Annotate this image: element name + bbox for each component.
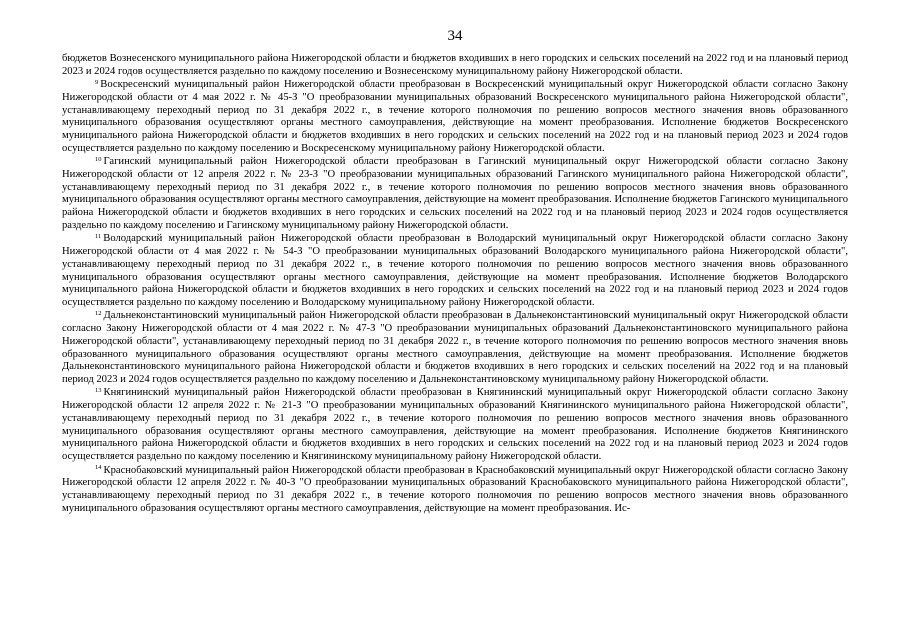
- footnote-14: [62, 465, 848, 516]
- footnote-marker: 11: [95, 232, 102, 240]
- footnote-marker: 14: [95, 464, 102, 472]
- footnote-9: [62, 79, 848, 156]
- paragraph-text: Воскресенский муниципальный район Нижегородской области преобразован в Воскресенский муниципальный округ Нижегородской области согласно Закону Нижегородской области от 4 мая 2022 г. № 45-З "О преобразовании муниципальных образований Воскресенского муниципального района Нижегородской области", устанавливающему переходный период по 31 декабря 2022 г., в течение которого полномочия по решению вопросов местного значения вновь образованного муниципального образования осуществляют органы местного самоуправления, действующие на момент преобразования. Исполнение бюджетов Воскресенского муниципального района Нижегородской области и бюджетов входивших в него городских и сельских поселений на 2022 год и на плановый период 2023 и 2024 годов осуществляется раздельно по каждому поселению и Воскресенскому муниципальному району Нижегородской области.: [62, 79, 848, 154]
- paragraph-text: Гагинский муниципальный район Нижегородской области преобразован в Гагинский муниципальный округ Нижегородской области согласно Закону Нижегородской области от 12 апреля 2022 г. № 23-З "О преобразовании муниципальных образований Гагинского муниципального района Нижегородской области", устанавливающему переходный период по 31 декабря 2022 г., в течение которого полномочия по решению вопросов местного значения вновь образованного муниципального образования осуществляют органы местного самоуправления, действующие на момент преобразования. Исполнение бюджетов Гагинского муниципального района Нижегородской области и бюджетов входивших в него городских и сельских поселений на 2022 год и на плановый период 2023 и 2024 годов осуществляется раздельно по каждому поселению и Гагинскому муниципальному району Нижегородской области.: [62, 156, 848, 231]
- paragraph-text: Дальнеконстантиновский муниципальный район Нижегородской области преобразован в Дальнеконстантиновский муниципальный округ Нижегородской области согласно Закону Нижегородской области от 4 мая 2022 г. № 47-З "О преобразовании муниципальных образований Дальнеконстантиновского муниципального района Нижегородской области", устанавливающему переходный период по 31 декабря 2022 г., в течение которого полномочия по решению вопросов местного значения вновь образованного муниципального образования осуществляют органы местного самоуправления, действующие на момент преобразования. Исполнение бюджетов Дальнеконстантиновского муниципального района Нижегородской области и бюджетов входивших в него городских и сельских поселений на 2022 год и на плановый период 2023 и 2024 годов осуществляется раздельно по каждому поселению и Дальнеконстантиновскому муниципальному району Нижегородской области.: [62, 310, 848, 386]
- paragraph-text: бюджетов Вознесенского муниципального района Нижегородской области и бюджетов входивших в него городских и сельских поселений на 2022 год и на плановый период 2023 и 2024 годов осуществляется раздельно по каждому поселению и Вознесенскому муниципальному району Нижегородской области.: [62, 53, 848, 77]
- footnote-10: [62, 156, 848, 233]
- footnote-13: [62, 387, 848, 464]
- paragraph-text: Володарский муниципальный район Нижегородской области преобразован в Володарский муниципальный округ Нижегородской области согласно Закону Нижегородской области от 4 мая 2022 г. № 54-З "О преобразовании муниципальных образований Володарского муниципального района Нижегородской области", устанавливающему переходный период по 31 декабря 2022 г., в течение которого полномочия по решению вопросов местного значения вновь образованного муниципального образования осуществляют органы местного самоуправления, действующие на момент преобразования. Исполнение бюджетов Володарского муниципального района Нижегородской области и бюджетов входивших в него городских и сельских поселений на 2022 год и на плановый период 2023 и 2024 годов осуществляется раздельно по каждому поселению и Володарскому муниципальному району Нижегородской области.: [62, 233, 848, 309]
- footnote-marker: 12: [95, 309, 102, 317]
- paragraph-text: Княгининский муниципальный район Нижегородской области преобразован в Княгининский муниципальный округ Нижегородской области согласно Закону Нижегородской области 12 апреля 2022 г. № 21-З "О преобразовании муниципальных образований Княгининского муниципального района Нижегородской области", устанавливающему переходный период по 31 декабря 2022 г., в течение которого полномочия по решению вопросов местного значения вновь образованного муниципального образования осуществляют органы местного самоуправления, действующие на момент преобразования. Исполнение бюджетов Княгининского муниципального района Нижегородской области и бюджетов входивших в него городских и сельских поселений на 2022 год и на плановый период 2023 и 2024 годов осуществляется раздельно по каждому поселению и Княгининскому муниципальному району Нижегородской области.: [62, 387, 848, 463]
- footnote-marker: 13: [95, 386, 102, 394]
- paragraph-text: Краснобаковский муниципальный район Нижегородской области преобразован в Краснобаковский муниципальный округ Нижегородской области согласно Закону Нижегородской области 12 апреля 2022 г. № 40-З "О преобразовании муниципальных образований Краснобаковского муниципального района Нижегородской области", устанавливающему переходный период по 31 декабря 2022 г., в течение которого полномочия по решению вопросов местного значения вновь образованного муниципального образования осуществляют органы местного самоуправления, действующие на момент преобразования. Ис-: [62, 464, 848, 514]
- footnote-11: [62, 233, 848, 310]
- page-number: 34: [447, 28, 463, 44]
- footnote-12: [62, 310, 848, 387]
- footnote-marker: 10: [95, 155, 102, 163]
- footnote-marker: 9: [95, 78, 99, 86]
- paragraph-continuation: [62, 53, 848, 79]
- document-page: [62, 28, 848, 516]
